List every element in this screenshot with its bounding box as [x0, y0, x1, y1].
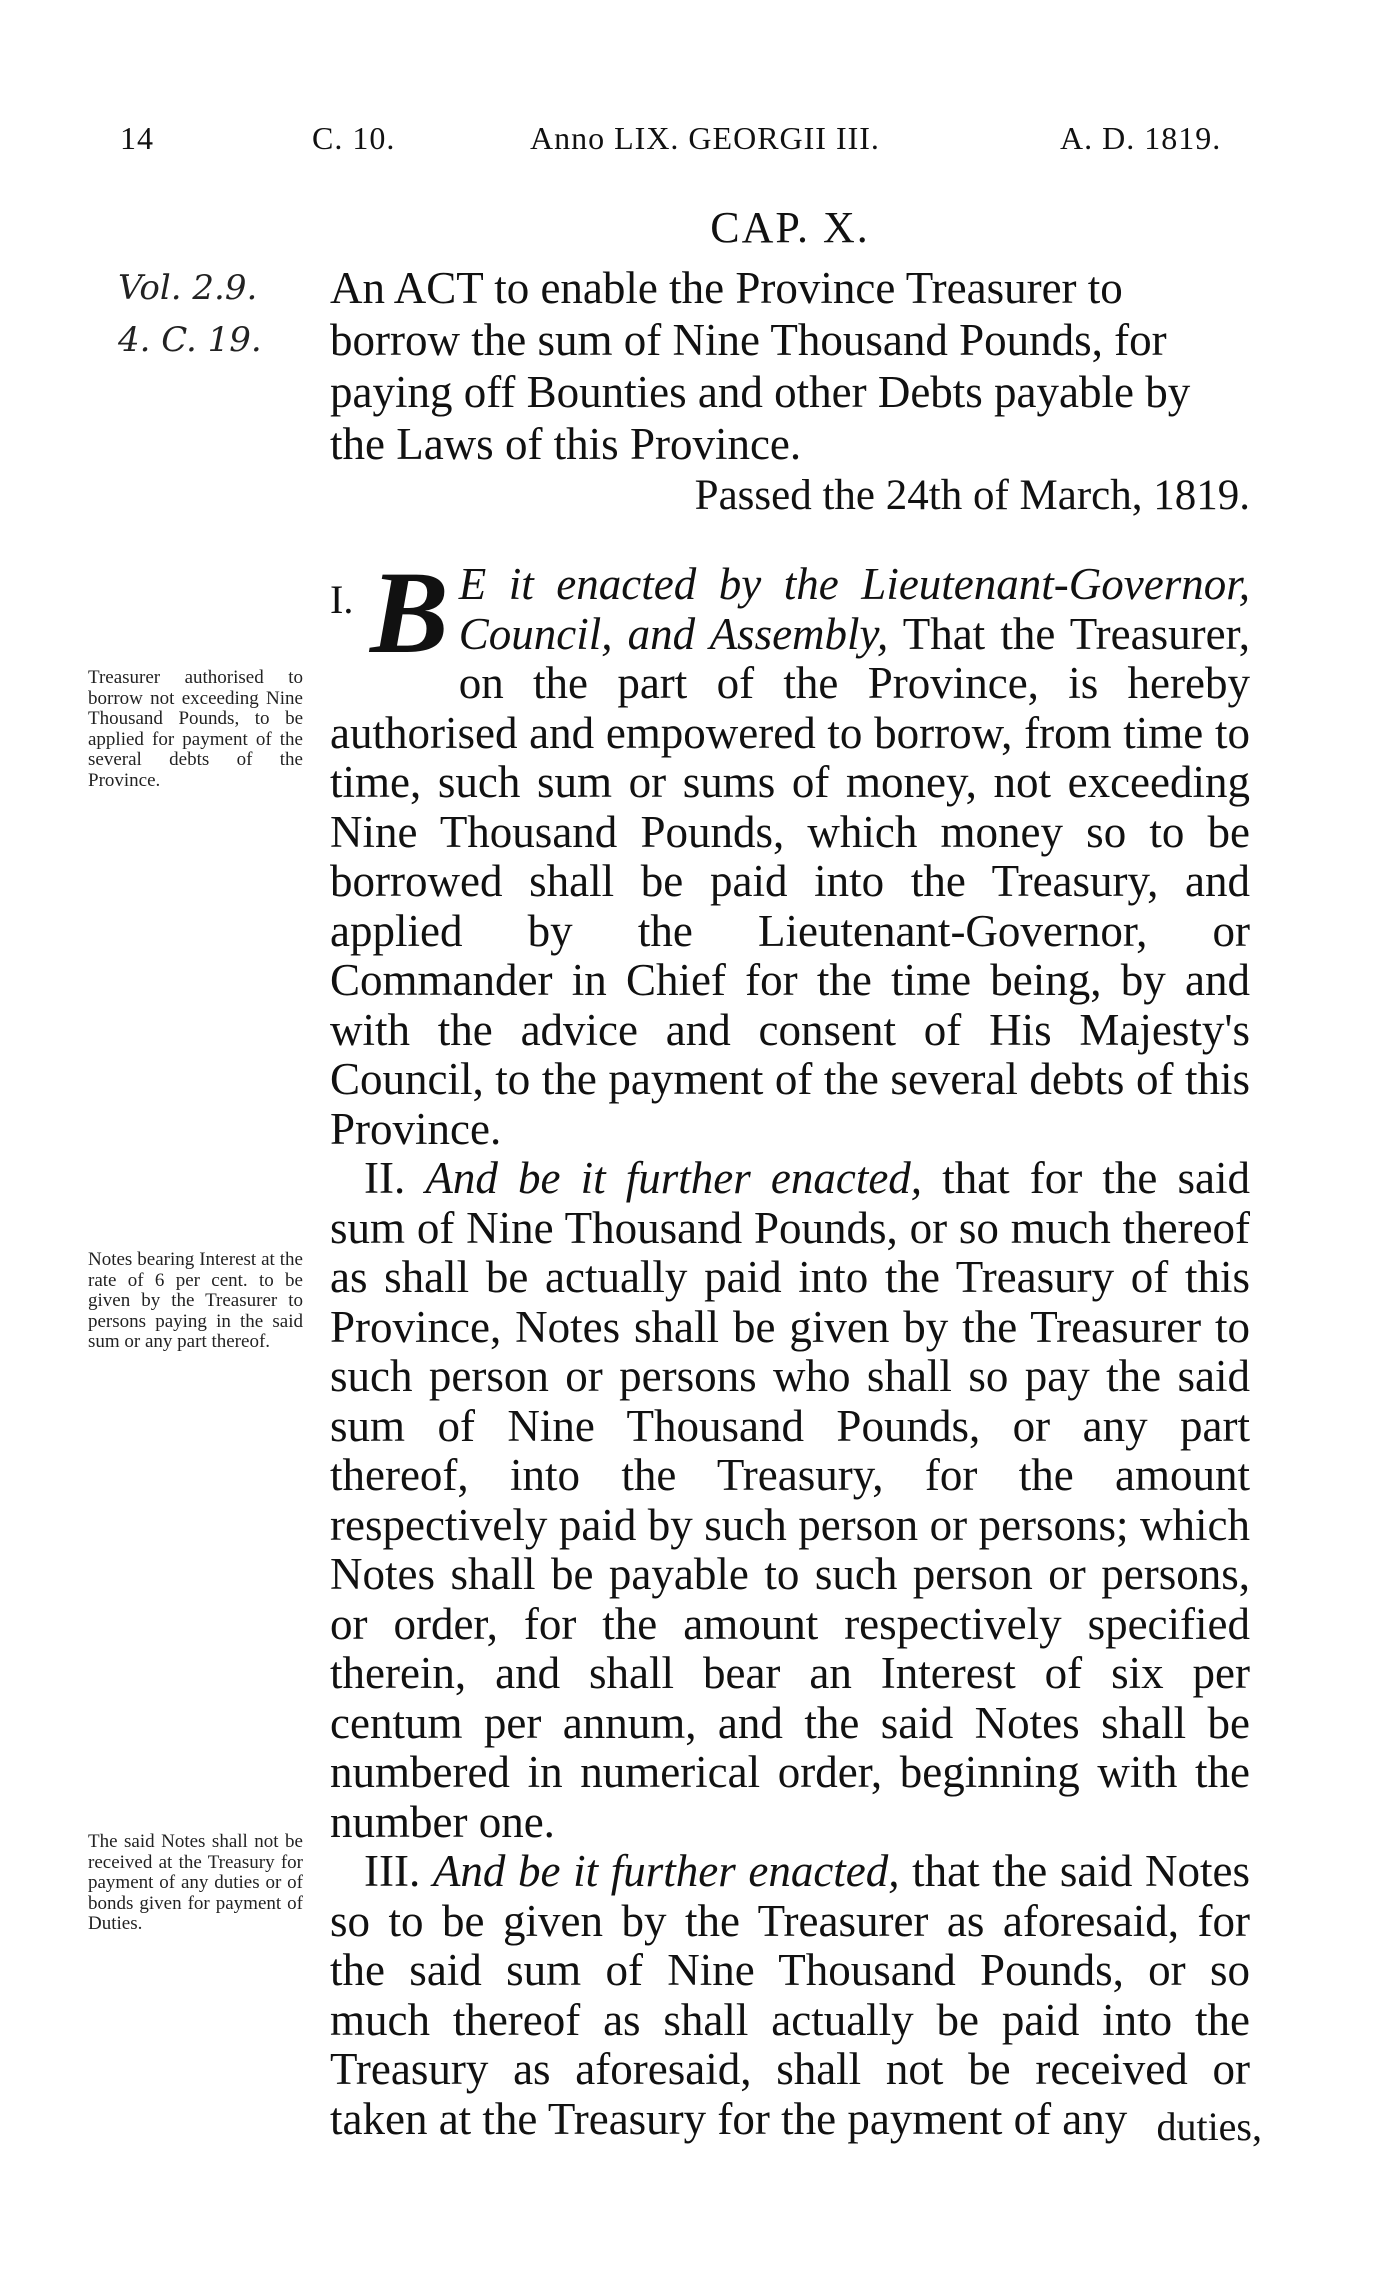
drop-cap: B	[370, 547, 449, 678]
marginal-note-section-two: Notes bearing Interest at the rate of 6 per cent. to be given by the Treasurer to persons paying in the said sum or any part thereof.	[88, 1249, 303, 1352]
section-two-text: that for the said sum of Nine Thousand Pounds, or so much thereof as shall be actually paid into the Treasury of this Province, Notes shall be given by the Treasurer to such person or persons who shall so pay the said sum of Nine Thousand Pounds, or any part thereof, into the Treasury, for the amount respectively paid by such person or persons; which Notes shall be payable to such person or persons, or order, for the amount respectively specified therein, and shall bear an Interest of six per centum per annum, and the said Notes shall be numbered in numerical order, beginning with the number one.	[330, 1153, 1251, 1847]
section-three-numeral: III.	[364, 1846, 421, 1896]
section-one	[330, 547, 1251, 1154]
section-one-text: That the Treasurer, on the part of the Province, is hereby authorised and empowered to borrow, from time to time, such sum or sums of money, not exceeding Nine Thousand Pounds, which money so to be borrowed shall be paid into the Treasury, and applied by the Lieutenant-Governor, or Commander in Chief for the time being, by and with the advice and consent of His Majesty's Council, to the payment of the several debts of this Province.	[330, 608, 1251, 1154]
page-number: 14	[120, 120, 154, 156]
section-two-numeral: II.	[364, 1153, 406, 1203]
running-header	[0, 120, 1382, 170]
chapter-heading: CAP. X.	[710, 203, 870, 252]
section-three-enacting-clause: And be it further enacted,	[432, 1846, 900, 1896]
act-title: An ACT to enable the Province Treasurer to borrow the sum of Nine Thousand Pounds, for paying off Bounties and other Debts payable by the Laws of this Province.	[330, 263, 1191, 469]
act-title-block	[330, 200, 1250, 522]
section-two-enacting-clause: And be it further enacted,	[425, 1153, 923, 1203]
marginal-note-section-three: The said Notes shall not be received at the Treasury for payment of any duties or of bonds given for payment of Duties.	[88, 1831, 303, 1934]
chapter-label: C. 10.	[312, 120, 396, 156]
handwritten-annotation	[118, 262, 328, 366]
calendar-year: A. D. 1819.	[1060, 120, 1222, 156]
section-two	[330, 1154, 1250, 1847]
catchword: duties,	[1156, 2104, 1262, 2149]
section-one-enacting-clause: E it enacted by the Lieutenant-Governor, Council, and Assembly,	[458, 559, 1250, 659]
section-one-numeral: I.	[330, 577, 354, 622]
passed-date: Passed the 24th of March, 1819.	[694, 472, 1250, 519]
section-three	[330, 1847, 1250, 2144]
act-body	[330, 547, 1251, 2144]
section-three-text: that the said Notes so to be given by the Treasurer as aforesaid, for the said sum of Nine Thousand Pounds, or so much thereof as shall actually be paid into the Treasury as aforesaid, shall not be received or taken at the Treasury for the payment of any	[330, 1846, 1251, 2144]
handwritten-line-2: 4. C. 19.	[118, 320, 262, 360]
regnal-year: Anno LIX. GEORGII III.	[530, 120, 880, 156]
handwritten-line-1: Vol. 2.9.	[118, 268, 258, 308]
marginal-note-section-one: Treasurer authorised to borrow not exceeding Nine Thousand Pounds, to be applied for payment of the several debts of the Province.	[88, 667, 303, 791]
